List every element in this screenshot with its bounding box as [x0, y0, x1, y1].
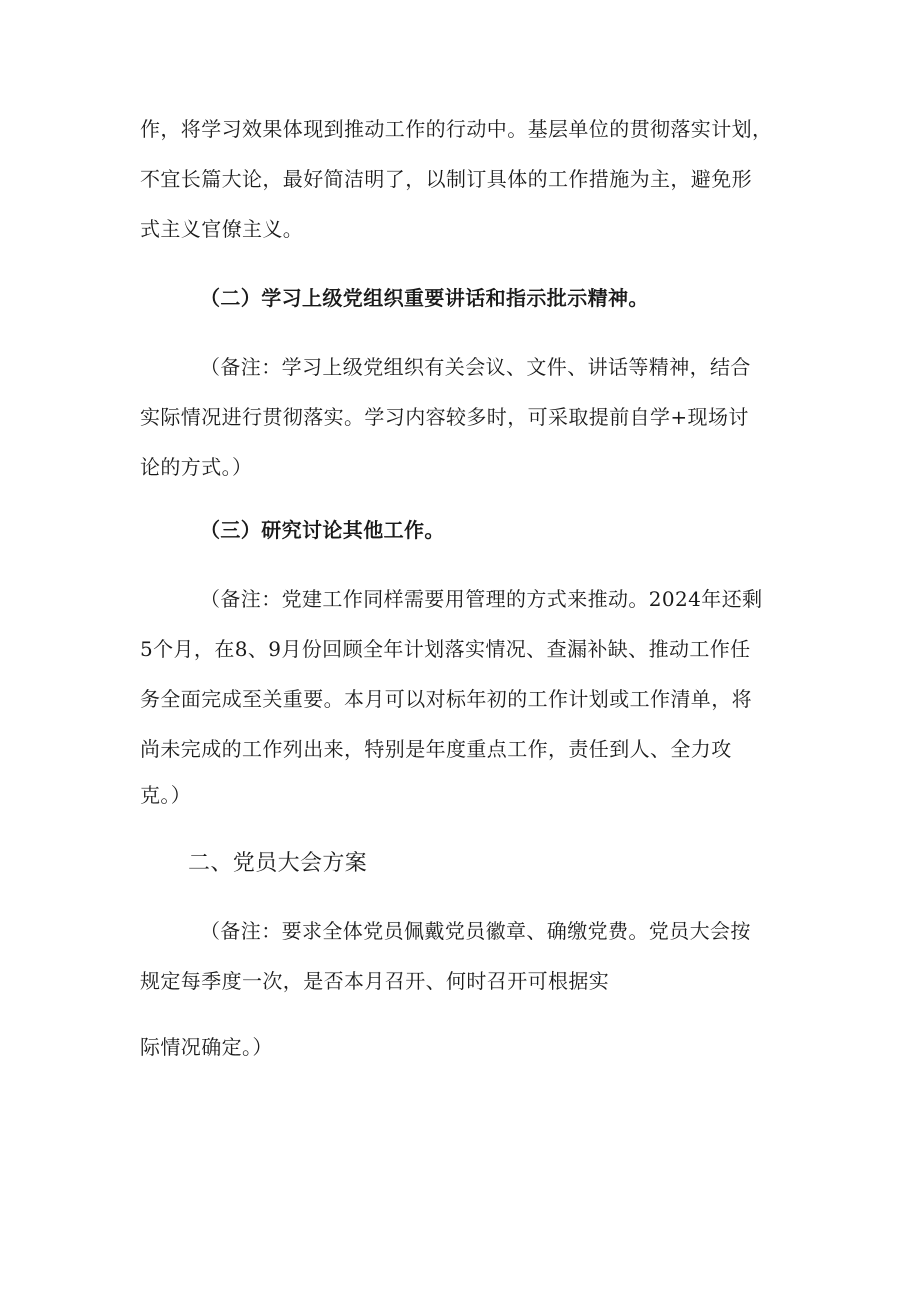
section-2-note-line-3: 论的方式。） [140, 455, 253, 479]
section-3-note-line-3: 务全面完成至关重要。本月可以对标年初的工作计划或工作清单，将 [140, 687, 752, 711]
section-2-note-line-1: （备注：学习上级党组织有关会议、文件、讲话等精神，结合 [200, 355, 751, 379]
section-3-note-line-1: （备注：党建工作同样需要用管理的方式来推动。2024年还剩 [200, 587, 763, 611]
para-intro-line-1: 作，将学习效果体现到推动工作的行动中。基层单位的贯彻落实计划， [140, 117, 773, 141]
para-intro-line-3: 式主义官僚主义。 [140, 217, 304, 241]
para-intro-line-2: 不宜长篇大论，最好简洁明了，以制订具体的工作措施为主，避免形 [140, 167, 752, 191]
section-3-note-line-2: 5个月，在8、9月份回顾全年计划落实情况、查漏补缺、推动工作任 [140, 637, 751, 661]
section-3-heading: （三）研究讨论其他工作。 [200, 518, 445, 542]
section-2-note-line-2: 实际情况进行贯彻落实。学习内容较多时，可采取提前自学+现场讨 [140, 405, 749, 429]
section-3-note-line-4: 尚未完成的工作列出来，特别是年度重点工作，责任到人、全力攻 [140, 737, 732, 761]
part-two-note-line-1: （备注：要求全体党员佩戴党员徽章、确缴党费。党员大会按 [200, 919, 751, 943]
part-two-note-line-3: 际情况确定。） [140, 1035, 273, 1059]
section-3-note-line-5: 克。） [140, 783, 192, 807]
part-two-heading: 二、党员大会方案 [188, 851, 368, 876]
section-2-heading: （二）学习上级党组织重要讲话和指示批示精神。 [200, 286, 649, 310]
part-two-note-line-2: 规定每季度一次，是否本月召开、何时召开可根据实 [140, 969, 610, 993]
